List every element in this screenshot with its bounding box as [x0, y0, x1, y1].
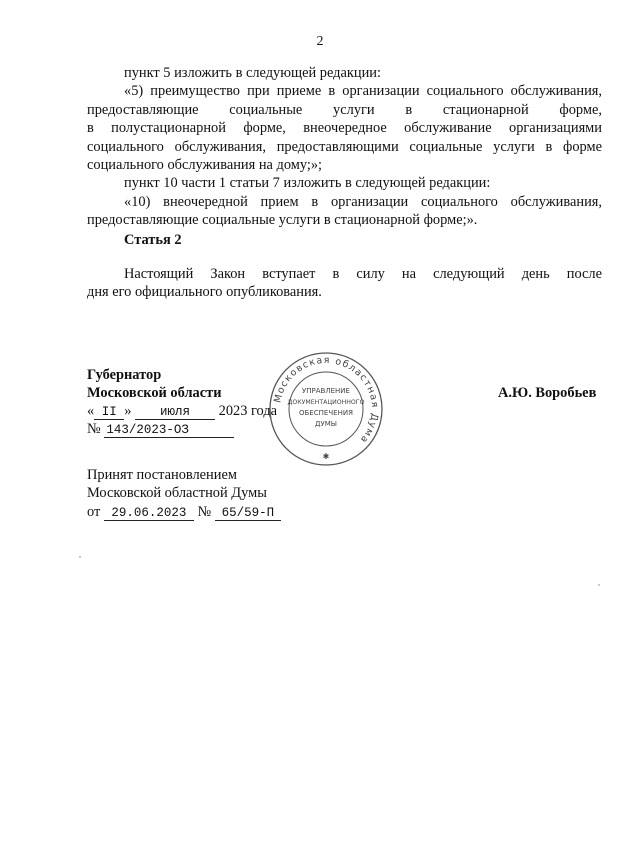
stamp-ring-text: Московская областная Дума [272, 354, 381, 446]
signatory-name: А.Ю. Воробьев [498, 385, 597, 401]
adoption-number-label: № [197, 503, 212, 520]
amendment-item-5-text [87, 82, 602, 174]
adoption-block [87, 466, 281, 521]
adoption-line: Принят постановлением [87, 467, 237, 483]
adoption-date-label: от [87, 503, 101, 520]
number-label: № [87, 421, 101, 437]
stamp-inner-line: УПРАВЛЕНИЕ [302, 387, 350, 395]
official-stamp [261, 348, 391, 466]
stamp-inner-line: ДУМЫ [315, 420, 337, 428]
amendment-text [87, 64, 602, 230]
text-line: «5) преимущество при приеме в организации социального обслуживания, [124, 83, 602, 100]
adoption-date-value: 29.06.2023 [104, 506, 194, 521]
amendment-item-5-intro: пункт 5 изложить в следующей редакции: [124, 65, 381, 81]
text-line: «10) внеочередной прием в организации социального обслуживания, [124, 193, 602, 210]
stamp-inner-line: ОБЕСПЕЧЕНИЯ [299, 409, 353, 417]
signatory-position [87, 366, 221, 403]
number-value: 143/2023-ОЗ [104, 423, 234, 438]
stamp-inner-line: ДОКУМЕНТАЦИОННОГО [287, 399, 365, 406]
amendment-item-10-text [87, 193, 602, 230]
amendment-item-10-intro: пункт 10 части 1 статьи 7 изложить в следующей редакции: [124, 175, 491, 192]
article-2-title: Статья 2 [124, 232, 182, 248]
position-line: Губернатор [87, 367, 162, 383]
position-line: Московской области [87, 385, 222, 402]
text-line: предоставляющие социальные услуги в стационарной форме;». [87, 212, 478, 229]
article-2-text [87, 265, 602, 302]
stamp-star-icon: ✱ [322, 452, 330, 461]
text-line: предоставляющие социальные услуги в стационарной форме, [87, 101, 602, 118]
adoption-number-value: 65/59-П [215, 506, 281, 521]
date-year: 2023 года [218, 403, 278, 419]
text-line: в полустационарной форме, внеочередное обслуживание организациями [87, 120, 602, 137]
text-line: социального обслуживания на дому;»; [87, 157, 323, 174]
date-month: июля [135, 405, 215, 420]
date-quote-open: « [87, 403, 95, 419]
date-quote-close: » [124, 403, 132, 419]
text-line: дня его официального опубликования. [87, 284, 322, 301]
page-number: 2 [316, 34, 324, 49]
law-date [87, 402, 277, 420]
adoption-date-number [87, 503, 281, 521]
law-number [87, 420, 234, 438]
text-line: Настоящий Закон вступает в силу на следующий день после [124, 266, 602, 282]
adoption-line: Московской областной Думы [87, 485, 267, 502]
text-line: социального обслуживания, предоставляющими социальные услуги в форме [87, 138, 602, 155]
date-day: II [94, 405, 124, 420]
scan-artifact [598, 584, 600, 586]
scan-artifact [79, 556, 81, 558]
